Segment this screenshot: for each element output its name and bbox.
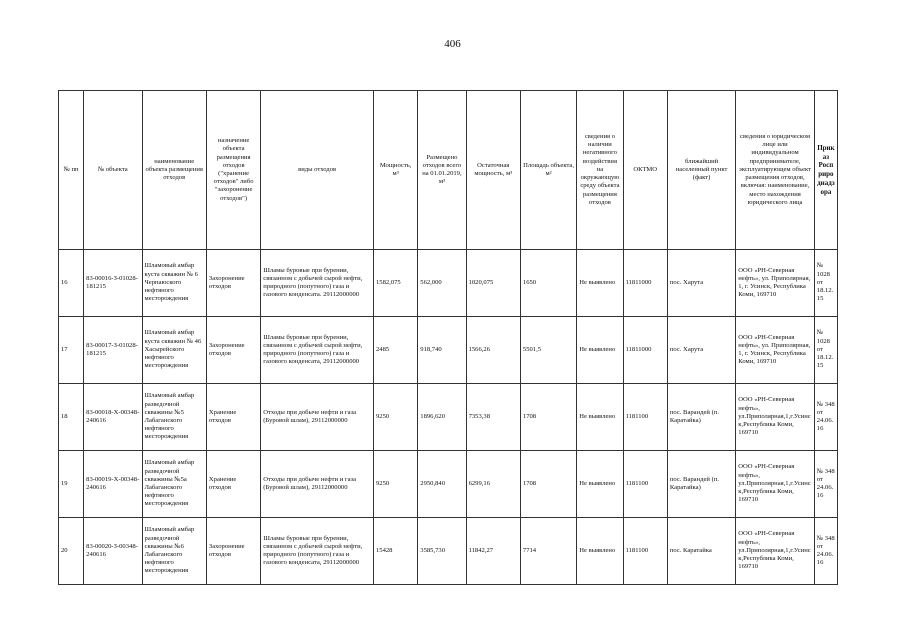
table-cell: 3585,730 [418, 518, 466, 585]
table-cell: 1582,075 [373, 250, 417, 317]
table-cell: Хранение отходов [206, 451, 260, 518]
table-cell: 83-00019-Х-00348-240616 [84, 451, 142, 518]
table-cell: № 348 от 24.06.16 [814, 384, 837, 451]
table-cell: ООО «РН-Северная нефть», ул. Приполярная, 1, г. Усинск, Республика Коми, 169710 [736, 250, 815, 317]
table-cell: 20 [59, 518, 84, 585]
table-cell: Захоронение отходов [206, 518, 260, 585]
table-cell: 1181100 [623, 384, 667, 451]
header-cell: № пп [59, 91, 84, 250]
header-cell: ближайший населенный пункт (факт) [667, 91, 735, 250]
header-cell: Приказ Росприроднадзора [814, 91, 837, 250]
header-cell: назначение объекта размещения отходов ("хранение отходов" либо "захоронение отходов") [206, 91, 260, 250]
table-cell: № 348 от 24.06.16 [814, 451, 837, 518]
header-row [59, 91, 838, 250]
table-cell: 918,740 [418, 317, 466, 384]
waste-facility-table [58, 90, 838, 585]
table-cell: пос. Варандей (п. Каратайка) [667, 451, 735, 518]
table-row [59, 384, 838, 451]
table-cell: Захоронение отходов [206, 317, 260, 384]
table-cell: 7353,38 [466, 384, 520, 451]
table-cell: 11842,27 [466, 518, 520, 585]
table-cell: Хранение отходов [206, 384, 260, 451]
table-cell: пос. Каратайка [667, 518, 735, 585]
table-cell: 5501,5 [520, 317, 576, 384]
header-cell: ОКТМО [623, 91, 667, 250]
table-cell: 17 [59, 317, 84, 384]
table-cell: № 1028 от 18.12.15 [814, 317, 837, 384]
table-cell: ООО «РН-Северная нефть», ул.Приполярная,1,г.Усинск,Республика Коми, 169710 [736, 451, 815, 518]
table-cell: 83-00020-З-00348-240616 [84, 518, 142, 585]
table-cell: 2950,840 [418, 451, 466, 518]
table-cell: Шламовый амбар куста скважин № 6 Черпаюского нефтяного месторождения [142, 250, 206, 317]
table-cell: 15428 [373, 518, 417, 585]
table-cell: 83-00018-Х-00348-240616 [84, 384, 142, 451]
table-cell: № 348 от 24.06.16 [814, 518, 837, 585]
table-cell: Захоронение отходов [206, 250, 260, 317]
table-cell: ООО «РН-Северная нефть», ул.Приполярная,1,г.Усинск,Республика Коми, 169710 [736, 384, 815, 451]
table-cell: Шламовый амбар куста скважин № 46 Хасырейского нефтяного месторождения [142, 317, 206, 384]
table-cell: 83-00017-З-01028-181215 [84, 317, 142, 384]
table-cell: 16 [59, 250, 84, 317]
table-cell: 2485 [373, 317, 417, 384]
table-cell: Шламовый амбар разведочной скважины №5 Лабаганского нефтяного месторождения [142, 384, 206, 451]
page-number: 406 [444, 38, 461, 50]
header-cell: № объекта [84, 91, 142, 250]
table-cell: 562,000 [418, 250, 466, 317]
table-cell: Не выявлено [577, 384, 623, 451]
table-cell: ООО «РН-Северная нефть», ул. Приполярная, 1, г. Усинск, Республика Коми, 169710 [736, 317, 815, 384]
table-cell: Шламы буровые при бурении, связанном с добычей сырой нефти, природного (попутного) газа и газового конденсата, 29112000000 [261, 518, 374, 585]
table-cell: Не выявлено [577, 317, 623, 384]
table-cell: 1708 [520, 451, 576, 518]
table-cell: 1650 [520, 250, 576, 317]
header-cell: Площадь объекта, м² [520, 91, 576, 250]
table-cell: 1566,26 [466, 317, 520, 384]
table-cell: Отходы при добыче нефти и газа (Буровой шлам), 29112000000 [261, 384, 374, 451]
table-cell: пос. Харута [667, 250, 735, 317]
table-cell: пос. Варандей (п. Каратайка) [667, 384, 735, 451]
table-row [59, 518, 838, 585]
table-cell: Шламы буровые при бурении, связанном с добычей сырой нефти, природного (попутного) газа и газового конденсата. 29112000000 [261, 250, 374, 317]
table-cell: Не выявлено [577, 518, 623, 585]
table-cell: пос. Харута [667, 317, 735, 384]
table-cell: Шламовый амбар разведочной скважины №6 Лабаганского нефтяного месторождения [142, 518, 206, 585]
table-cell: 19 [59, 451, 84, 518]
table-cell: 9250 [373, 384, 417, 451]
table-cell: 83-00016-З-01028-181215 [84, 250, 142, 317]
table-cell: 7714 [520, 518, 576, 585]
table-cell: 11811000 [623, 317, 667, 384]
table-row [59, 451, 838, 518]
table-cell: 1708 [520, 384, 576, 451]
header-cell: сведения о наличии негативного воздействия на окружающую среду объекта размещения отходов [577, 91, 623, 250]
table-row [59, 250, 838, 317]
table-cell: ООО «РН-Северная нефть», ул.Приполярная,1,г.Усинск,Республика Коми, 169710 [736, 518, 815, 585]
table-cell: 6299,16 [466, 451, 520, 518]
header-cell: сведения о юридическом лице или индивидуальном предпринимателе, эксплуатирующем объект размещения отходов, включая: наименование, место нахождения юридического лица [736, 91, 815, 250]
table-row [59, 317, 838, 384]
table-cell: Не выявлено [577, 451, 623, 518]
table-cell: 1896,620 [418, 384, 466, 451]
header-cell: Мощность, м³ [373, 91, 417, 250]
header-cell: Остаточная мощность, м³ [466, 91, 520, 250]
table-cell: Шламы буровые при бурении, связанном с добычей сырой нефти, природного (попутного) газа и газового конденсата, 29112000000 [261, 317, 374, 384]
table-cell: 11811000 [623, 250, 667, 317]
table-cell: 18 [59, 384, 84, 451]
table-cell: 1181100 [623, 518, 667, 585]
table-cell: 1020,075 [466, 250, 520, 317]
table-cell: Не выявлено [577, 250, 623, 317]
table-cell: 1181100 [623, 451, 667, 518]
table-cell: 9250 [373, 451, 417, 518]
header-cell: наименование объекта размещения отходов [142, 91, 206, 250]
table-cell: № 1028 от 18.12.15 [814, 250, 837, 317]
header-cell: Размещено отходов всего на 01.01.2019, м³ [418, 91, 466, 250]
table-cell: Отходы при добыче нефти и газа (Буровой шлам), 29112000000 [261, 451, 374, 518]
table-cell: Шламовый амбар разведочной скважины №5а Лабаганского нефтяного месторождения [142, 451, 206, 518]
header-cell: виды отходов [261, 91, 374, 250]
